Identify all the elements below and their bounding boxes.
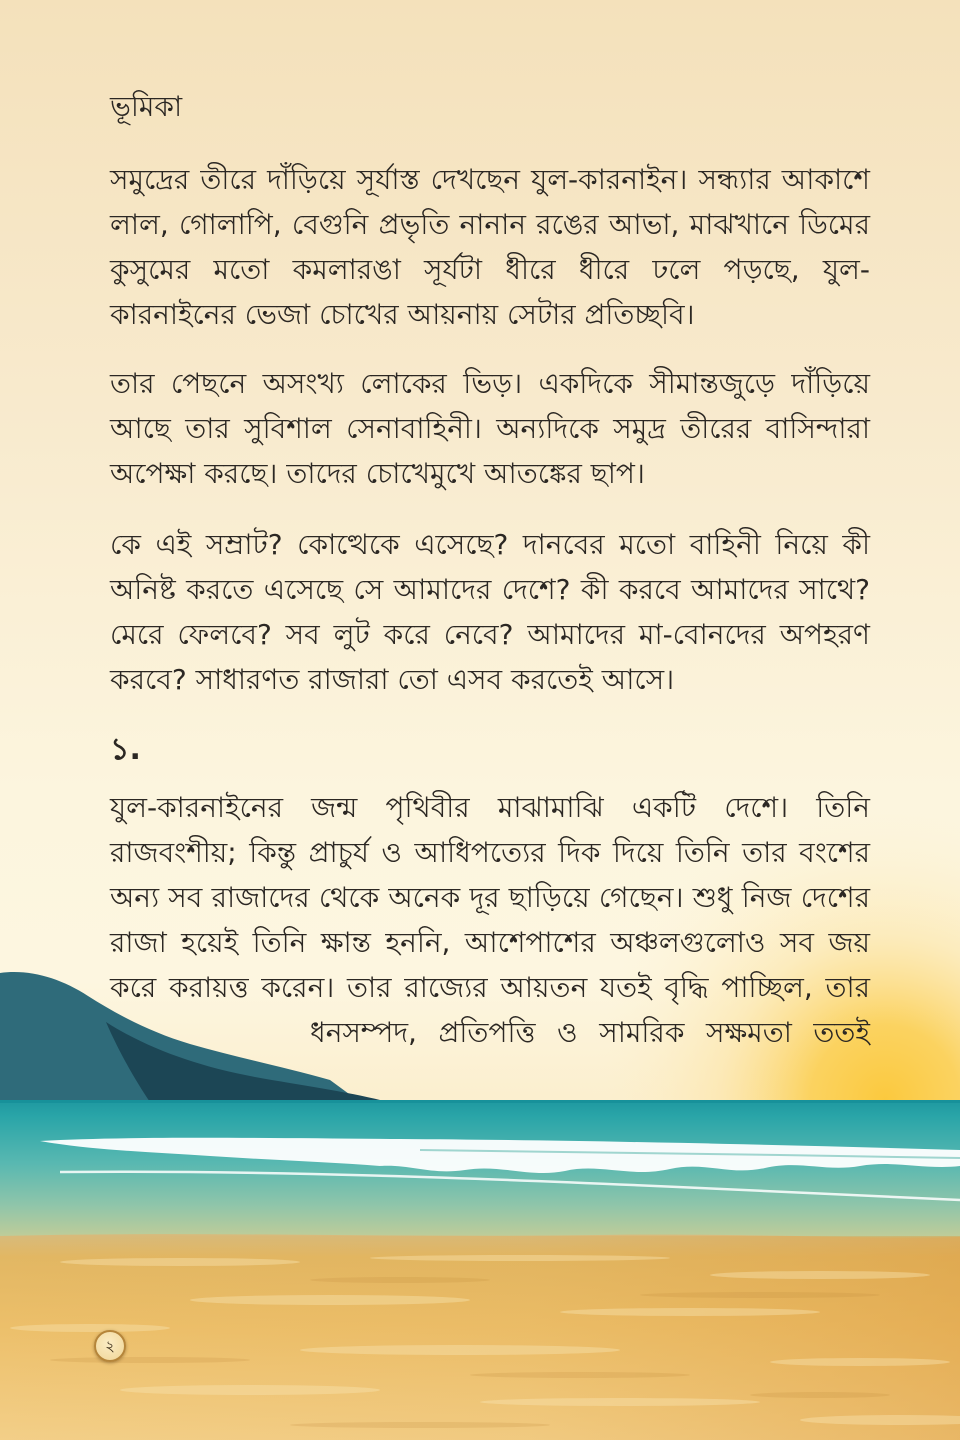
sand-streak bbox=[300, 1345, 620, 1355]
horizon-line bbox=[0, 1100, 960, 1103]
sand-streak bbox=[10, 1324, 170, 1332]
sand-shadow bbox=[310, 1277, 490, 1283]
sand-streak bbox=[560, 1308, 820, 1316]
sand-streak bbox=[120, 1385, 380, 1395]
sand-streak bbox=[190, 1295, 470, 1305]
page-number: ২ bbox=[105, 1336, 115, 1355]
sand-shadow bbox=[750, 1392, 890, 1398]
sand-shadow bbox=[50, 1357, 250, 1363]
intro-paragraph: সমুদ্রের তীরে দাঁড়িয়ে সূর্যাস্ত দেখছেন যুল-কারনাইন। সন্ধ্যার আকাশে লাল, গোলাপি, বেগুনি প্রভৃতি নানান রঙের আভা, মাঝখানে ডিমের কুসুমের মতো কমলারঙা সূর্যটা ধীরে ধীরে ঢলে পড়ছে, যুল-কারনাইনের ভেজা চোখের আয়নায় সেটার প্রতিচ্ছবি। bbox=[110, 163, 870, 331]
section-number: ১. bbox=[110, 732, 141, 767]
page-number-badge bbox=[94, 1330, 126, 1362]
section-paragraph-tail: ধনসম্পদ, প্রতিপত্তি ও সামরিক সক্ষমতা ততই bbox=[310, 1016, 870, 1049]
preface-heading: ভূমিকা bbox=[110, 90, 183, 123]
text-column bbox=[110, 84, 870, 1055]
sand-streak bbox=[480, 1398, 760, 1406]
sand-shadow bbox=[290, 1422, 550, 1428]
sand-shadow bbox=[640, 1292, 880, 1298]
sand-streak bbox=[370, 1255, 670, 1261]
section-paragraph: যুল-কারনাইনের জন্ম পৃথিবীর মাঝামাঝি একটি দেশে। তিনি রাজবংশীয়; কিন্তু প্রাচুর্য ও আধিপত্যের দিক দিয়ে তিনি তার বংশের অন্য সব রাজাদের থেকে অনেক দূর ছাড়িয়ে গেছেন। শুধু নিজ দেশের রাজা হয়েই তিনি ক্ষান্ত হননি, আশেপাশের অঞ্চলগুলোও সব জয় করে করায়ত্ত করেন। তার রাজ্যের আয়তন যতই বৃদ্ধি পাচ্ছিল, তার bbox=[110, 791, 870, 1004]
sand-streak bbox=[710, 1271, 930, 1279]
intro-paragraph: তার পেছনে অসংখ্য লোকের ভিড়। একদিকে সীমান্তজুড়ে দাঁড়িয়ে আছে তার সুবিশাল সেনাবাহিনী। অন্যদিকে সমুদ্র তীরের বাসিন্দারা অপেক্ষা করছে। তাদের চোখেমুখে আতঙ্কের ছাপ। bbox=[110, 367, 870, 490]
sand-streak bbox=[770, 1358, 950, 1366]
sand-shadow bbox=[470, 1372, 690, 1378]
intro-paragraph: কে এই সম্রাট? কোত্থেকে এসেছে? দানবের মতো বাহিনী নিয়ে কী অনিষ্ট করতে এসেছে সে আমাদের দেশে? কী করবে আমাদের সাথে? মেরে ফেলবে? সব লুট করে নেবে? আমাদের মা-বোনদের অপহরণ করবে? সাধারণত রাজারা তো এসব করতেই আসে। bbox=[110, 528, 870, 696]
sand-streak bbox=[60, 1258, 300, 1266]
sand-warm-tint bbox=[0, 1236, 960, 1440]
